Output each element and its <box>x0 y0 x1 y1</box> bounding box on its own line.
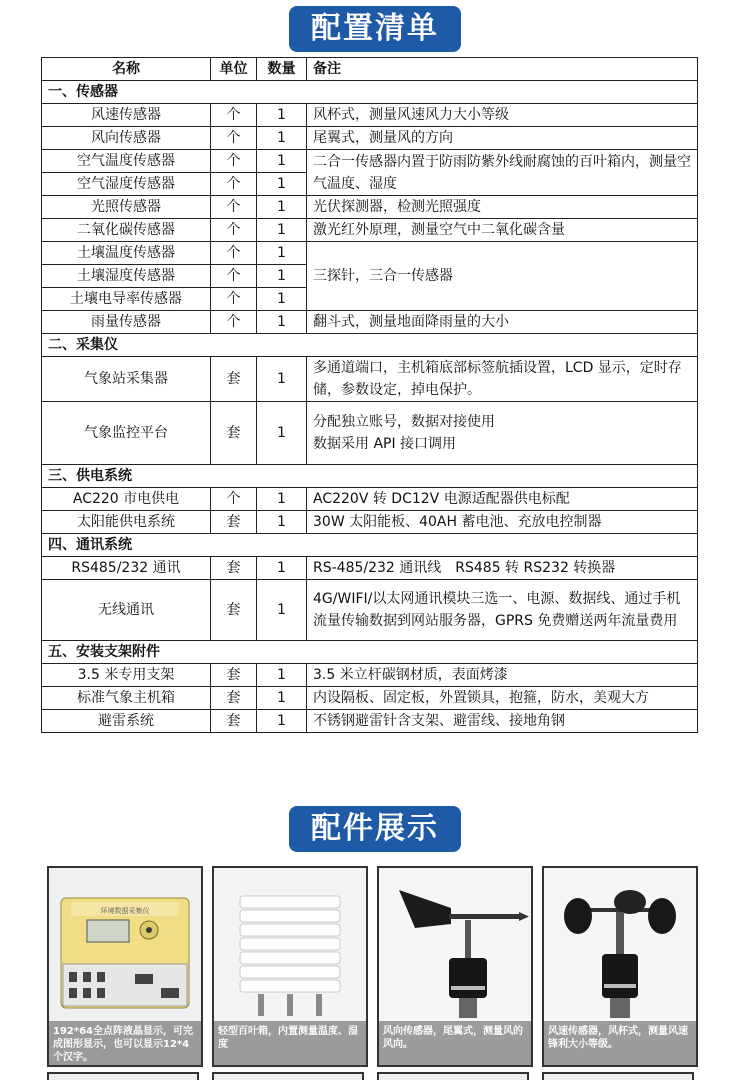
item-name: 光照传感器 <box>42 196 211 219</box>
parts-gallery <box>47 866 697 1066</box>
card-edge <box>212 1072 364 1080</box>
item-name: 无线通讯 <box>42 580 211 641</box>
item-name: 气象监控平台 <box>42 402 211 465</box>
item-name: 二氧化碳传感器 <box>42 219 211 242</box>
item-name: 空气温度传感器 <box>42 150 211 173</box>
item-qty: 1 <box>257 173 307 196</box>
section-title: 二、采集仪 <box>42 334 698 357</box>
section-row <box>42 81 698 104</box>
card-edge <box>542 1072 694 1080</box>
item-qty: 1 <box>257 557 307 580</box>
item-unit: 套 <box>211 402 257 465</box>
item-qty: 1 <box>257 265 307 288</box>
table-row <box>42 580 698 641</box>
table-row <box>42 311 698 334</box>
item-name: 风向传感器 <box>42 127 211 150</box>
next-gallery-row-edge <box>47 1072 697 1080</box>
item-name: 避雷系统 <box>42 710 211 733</box>
item-unit: 个 <box>211 488 257 511</box>
parts-display-title: 配件展示 <box>289 806 461 852</box>
part-card-cup-anemometer <box>542 866 698 1067</box>
header-unit: 单位 <box>211 58 257 81</box>
item-qty: 1 <box>257 196 307 219</box>
item-note: 多通道端口，主机箱底部标签航插设置，LCD 显示，定时存储，参数设定，掉电保护。 <box>307 357 698 402</box>
card-edge <box>377 1072 529 1080</box>
item-unit: 个 <box>211 173 257 196</box>
item-qty: 1 <box>257 288 307 311</box>
table-row <box>42 557 698 580</box>
header-note: 备注 <box>307 58 698 81</box>
item-name: 风速传感器 <box>42 104 211 127</box>
item-qty: 1 <box>257 488 307 511</box>
config-table <box>41 57 698 733</box>
item-qty: 1 <box>257 402 307 465</box>
item-note: 30W 太阳能板、40AH 蓄电池、充放电控制器 <box>307 511 698 534</box>
item-unit: 套 <box>211 557 257 580</box>
section-title: 一、传感器 <box>42 81 698 104</box>
table-row <box>42 242 698 265</box>
table-row <box>42 687 698 710</box>
part-caption: 风速传感器，风杯式，测量风速锋利大小等级。 <box>544 1021 696 1065</box>
item-unit: 个 <box>211 150 257 173</box>
item-note: 光伏探测器，检测光照强度 <box>307 196 698 219</box>
table-header-row <box>42 58 698 81</box>
part-card-wind-vane <box>377 866 533 1067</box>
table-row <box>42 357 698 402</box>
table-row <box>42 488 698 511</box>
item-note: 3.5 米立杆碳钢材质，表面烤漆 <box>307 664 698 687</box>
item-qty: 1 <box>257 357 307 402</box>
item-qty: 1 <box>257 710 307 733</box>
section-title: 五、安装支架附件 <box>42 641 698 664</box>
header-name: 名称 <box>42 58 211 81</box>
item-note: 4G/WIFI/以太网通讯模块三选一、电源、数据线、通过手机流量传输数据到网站服务器，GPRS 免费赠送两年流量费用 <box>307 580 698 641</box>
note-line: 数据采用 API 接口调用 <box>313 436 457 452</box>
item-qty: 1 <box>257 580 307 641</box>
table-row <box>42 104 698 127</box>
card-edge <box>47 1072 199 1080</box>
item-name: 土壤电导率传感器 <box>42 288 211 311</box>
item-name: 气象站采集器 <box>42 357 211 402</box>
item-unit: 套 <box>211 687 257 710</box>
header-qty: 数量 <box>257 58 307 81</box>
item-unit: 个 <box>211 127 257 150</box>
section-row <box>42 334 698 357</box>
part-card-datalogger <box>47 866 203 1067</box>
item-name: 标准气象主机箱 <box>42 687 211 710</box>
item-note: 内设隔板、固定板，外置锁具，抱箍，防水，美观大方 <box>307 687 698 710</box>
item-unit: 个 <box>211 219 257 242</box>
config-list-title: 配置清单 <box>289 6 461 52</box>
note-line: 分配独立账号，数据对接使用 <box>313 414 495 430</box>
item-qty: 1 <box>257 150 307 173</box>
item-name: RS485/232 通讯 <box>42 557 211 580</box>
item-note: 翻斗式，测量地面降雨量的大小 <box>307 311 698 334</box>
item-unit: 套 <box>211 580 257 641</box>
part-card-louver-box <box>212 866 368 1067</box>
item-unit: 套 <box>211 511 257 534</box>
section-row <box>42 465 698 488</box>
item-qty: 1 <box>257 104 307 127</box>
table-row <box>42 127 698 150</box>
item-unit: 个 <box>211 196 257 219</box>
section-row <box>42 534 698 557</box>
item-qty: 1 <box>257 511 307 534</box>
table-row <box>42 219 698 242</box>
section-title: 四、通讯系统 <box>42 534 698 557</box>
item-unit: 套 <box>211 710 257 733</box>
item-unit: 个 <box>211 104 257 127</box>
item-qty: 1 <box>257 311 307 334</box>
table-row <box>42 511 698 534</box>
section-row <box>42 641 698 664</box>
table-row <box>42 150 698 173</box>
item-name: 土壤湿度传感器 <box>42 265 211 288</box>
item-note: 不锈钢避雷针含支架、避雷线、接地角钢 <box>307 710 698 733</box>
item-unit: 个 <box>211 288 257 311</box>
table-row <box>42 402 698 465</box>
item-name: 3.5 米专用支架 <box>42 664 211 687</box>
item-note: 风杯式，测量风速风力大小等级 <box>307 104 698 127</box>
item-name: 空气湿度传感器 <box>42 173 211 196</box>
item-unit: 个 <box>211 242 257 265</box>
section-title: 三、供电系统 <box>42 465 698 488</box>
table-row <box>42 710 698 733</box>
item-note: 二合一传感器内置于防雨防紫外线耐腐蚀的百叶箱内，测量空气温度、湿度 <box>307 150 698 196</box>
item-unit: 个 <box>211 311 257 334</box>
item-note <box>307 402 698 465</box>
item-name: AC220 市电供电 <box>42 488 211 511</box>
item-name: 雨量传感器 <box>42 311 211 334</box>
item-qty: 1 <box>257 219 307 242</box>
table-row <box>42 196 698 219</box>
item-name: 太阳能供电系统 <box>42 511 211 534</box>
item-note: RS-485/232 通讯线 RS485 转 RS232 转换器 <box>307 557 698 580</box>
item-note: AC220V 转 DC12V 电源适配器供电标配 <box>307 488 698 511</box>
item-note: 尾翼式，测量风的方向 <box>307 127 698 150</box>
part-caption: 轻型百叶箱，内置测量温度、湿度 <box>214 1021 366 1065</box>
item-note: 激光红外原理，测量空气中二氧化碳含量 <box>307 219 698 242</box>
part-caption: 风向传感器，尾翼式，测量风的风向。 <box>379 1021 531 1065</box>
item-qty: 1 <box>257 127 307 150</box>
item-unit: 个 <box>211 265 257 288</box>
item-name: 土壤温度传感器 <box>42 242 211 265</box>
device-label: 环境数据采集仪 <box>100 907 150 915</box>
table-row <box>42 664 698 687</box>
part-caption: 192*64全点阵液晶显示，可完成图形显示，也可以显示12*4个汉字。 <box>49 1021 201 1065</box>
item-note: 三探针，三合一传感器 <box>307 242 698 311</box>
item-qty: 1 <box>257 687 307 710</box>
item-qty: 1 <box>257 664 307 687</box>
item-unit: 套 <box>211 357 257 402</box>
item-unit: 套 <box>211 664 257 687</box>
item-qty: 1 <box>257 242 307 265</box>
